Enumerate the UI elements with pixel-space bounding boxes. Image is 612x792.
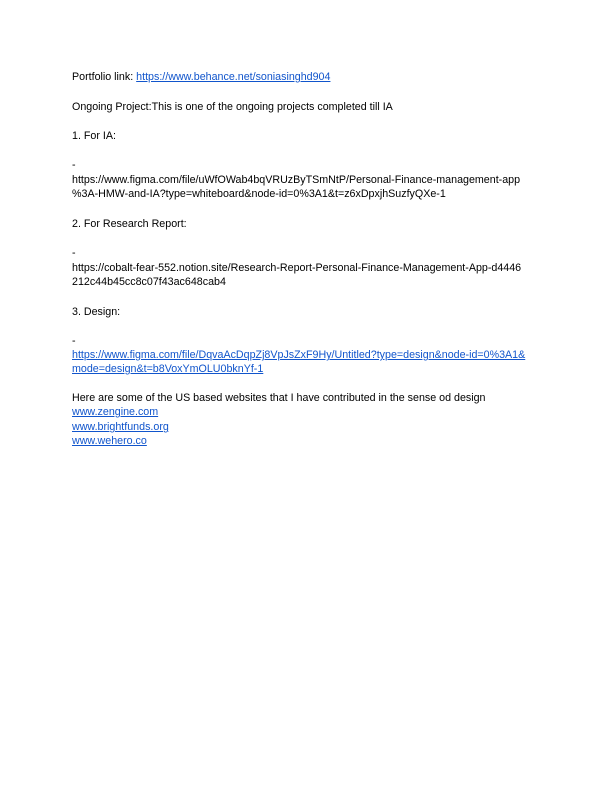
ia-dash: - <box>72 159 76 171</box>
portfolio-line <box>72 70 330 84</box>
ia-url-line2: %3A-HMW-and-IA?type=whiteboard&node-id=0%3A1&t=z6xDpxjhSuzfyQXe-1 <box>72 188 446 200</box>
portfolio-label: Portfolio link: <box>72 71 137 83</box>
website-link-zengine[interactable]: www.zengine.com <box>72 406 159 418</box>
website-link-wehero[interactable]: www.wehero.co <box>72 435 147 447</box>
ia-heading: 1. For IA: <box>72 130 116 142</box>
research-url-line1: https://cobalt-fear-552.notion.site/Research-Report-Personal-Finance-Management-App-d4446 <box>72 262 522 274</box>
design-dash: - <box>72 335 76 347</box>
research-dash: - <box>72 247 76 259</box>
design-heading: 3. Design: <box>72 306 121 318</box>
design-link-line2[interactable] <box>72 362 263 376</box>
websites-intro: Here are some of the US based websites that I have contributed in the sense od design <box>72 392 486 404</box>
design-link-line1[interactable] <box>72 348 525 362</box>
website-link-brightfunds[interactable]: www.brightfunds.org <box>72 421 169 433</box>
research-url-line2: 212c44b45cc8c07f43ac648cab4 <box>72 276 226 288</box>
research-heading: 2. For Research Report: <box>72 218 187 230</box>
design-link[interactable]: https://www.figma.com/file/DqvaAcDqpZj8VpJsZxF9Hy/Untitled?type=design&node-id=0%3A1& <box>72 349 526 361</box>
ia-url-line1: https://www.figma.com/file/uWfOWab4bqVRUzByTSmNtP/Personal-Finance-management-app <box>72 174 521 186</box>
ongoing-text: Ongoing Project:This is one of the ongoing projects completed till IA <box>72 101 393 113</box>
portfolio-link[interactable]: https://www.behance.net/soniasinghd904 <box>136 71 331 83</box>
design-link-cont[interactable]: mode=design&t=b8VoxYmOLU0bknYf-1 <box>72 363 264 375</box>
